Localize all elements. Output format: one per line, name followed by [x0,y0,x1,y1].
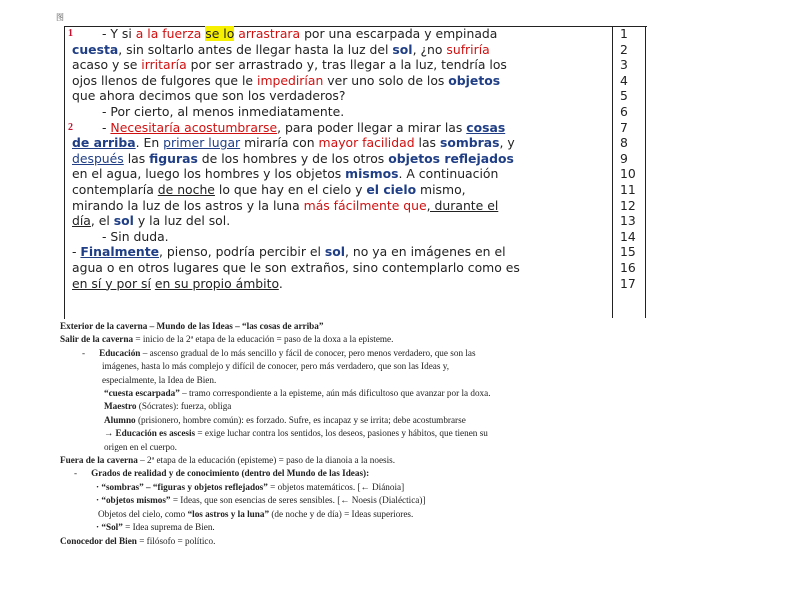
line-number: 3 [620,57,628,73]
note-sombras: · “sombras” – “figuras y objetos reflejados” = objetos matemáticos. [← Diánoia] [96,481,405,492]
line-number: 13 [620,213,636,229]
line-number: 9 [620,150,628,166]
passage-line-14: - Sin duda. [102,228,169,244]
note-grados: - Grados de realidad y de conocimiento (dentro del Mundo de las Ideas): [74,468,370,479]
line-number: 6 [620,103,628,119]
line-number: 5 [620,88,628,104]
corner-mark: 图 [56,13,64,22]
line-number: 14 [620,228,636,244]
line-number: 16 [620,259,636,275]
passage-line-9: después las figuras de los hombres y de los otros objetos reflejados [72,150,514,166]
passage-line-11: contemplaría de noche lo que hay en el cielo y el cielo mismo, [72,181,466,197]
note-ascesis-cont: origen en el cuerpo. [104,441,177,452]
marker-1: 1 [68,28,73,39]
passage-text [72,26,608,291]
passage-line-5: que ahora decimos que son los verdaderos? [72,88,346,104]
line-number: 11 [620,181,636,197]
passage-line-2: cuesta, sin soltarlo antes de llegar hasta la luz del sol, ¿no sufriría [72,41,490,57]
marker-2: 2 [68,122,73,133]
passage-line-16: agua o en otros lugares que le son extraños, sino contemplarlo como es [72,259,520,275]
line-number: 8 [620,135,628,151]
line-number: 12 [620,197,636,213]
passage-line-6: - Por cierto, al menos inmediatamente. [102,103,345,119]
passage-line-7: - Necesitaría acostumbrarse, para poder llegar a mirar las cosas [102,119,506,135]
study-notes [60,320,760,548]
note-sol: · “Sol” = Idea suprema de Bien. [96,522,215,533]
note-exterior: Exterior de la caverna – Mundo de las Ideas – “las cosas de arriba” [60,321,324,331]
note-objetos-mismos: · “objetos mismos” = Ideas, que son esencias de seres sensibles. [← Noesis (Dialéctica)] [96,495,426,506]
line-number: 7 [620,119,628,135]
note-fuera: Fuera de la caverna – 2ª etapa de la educación (episteme) = paso de la dianoia a la noesis. [60,455,396,466]
line-number: 1 [620,26,628,41]
line-number: 15 [620,244,636,260]
passage-line-1: - Y si a la fuerza se lo arrastrara por una escarpada y empinada [102,26,498,41]
line-number: 2 [620,41,628,57]
passage-line-15: - Finalmente, pienso, podría percibir el sol, no ya en imágenes en el [72,244,506,260]
passage-line-17: en sí y por sí en su propio ámbito. [72,275,283,291]
line-number: 10 [620,166,636,182]
passage-line-3: acaso y se irritaría por ser arrastrado y, tras llegar a la luz, tendría los [72,57,507,73]
note-educacion: - Educación – ascenso gradual de lo más sencillo y fácil de conocer, pero menos verdadero, que son las [82,347,476,358]
note-cuesta: “cuesta escarpada” – tramo correspondiente a la episteme, aún más dificultoso que avanzar por la doxa. [104,388,491,399]
line-number-divider [612,26,613,318]
note-maestro: Maestro (Sócrates): fuerza, obliga [104,401,232,412]
note-alumno: Alumno (prisionero, hombre común): es forzado. Sufre, es incapaz y se irrita; debe acostumbrarse [104,414,466,425]
note-ascesis: → Educación es ascesis = exige luchar contra los sentidos, los deseos, pasiones y hábitos, que tienen su [104,428,488,439]
note-conocedor: Conocedor del Bien = filósofo = político. [60,535,216,546]
note-educacion-cont-1: imágenes, hasta lo más complejo y difícil de conocer, pero más verdadero, que son las Ideas y, [102,361,450,372]
note-objetos-cielo: Objetos del cielo, como “los astros y la luna” (de noche y de día) = Ideas superiores. [98,508,414,519]
passage-line-4: ojos llenos de fulgores que le impedirían ver uno solo de los objetos [72,72,501,88]
line-number: 4 [620,72,628,88]
note-educacion-cont-2: especialmente, la Idea de Bien. [102,374,217,385]
line-number: 17 [620,275,636,291]
passage-line-8: de arriba. En primer lugar miraría con mayor facilidad las sombras, y [72,135,515,151]
right-border [645,26,646,318]
passage-line-13: día, el sol y la luz del sol. [72,213,231,229]
passage-line-10: en el agua, luego los hombres y los objetos mismos. A continuación [72,166,499,182]
note-salir: Salir de la caverna = inicio de la 2ª etapa de la educación = paso de la doxa a la episteme. [60,334,394,345]
passage-line-12: mirando la luz de los astros y la luna más fácilmente que, durante el [72,197,499,213]
line-numbers [620,26,644,291]
